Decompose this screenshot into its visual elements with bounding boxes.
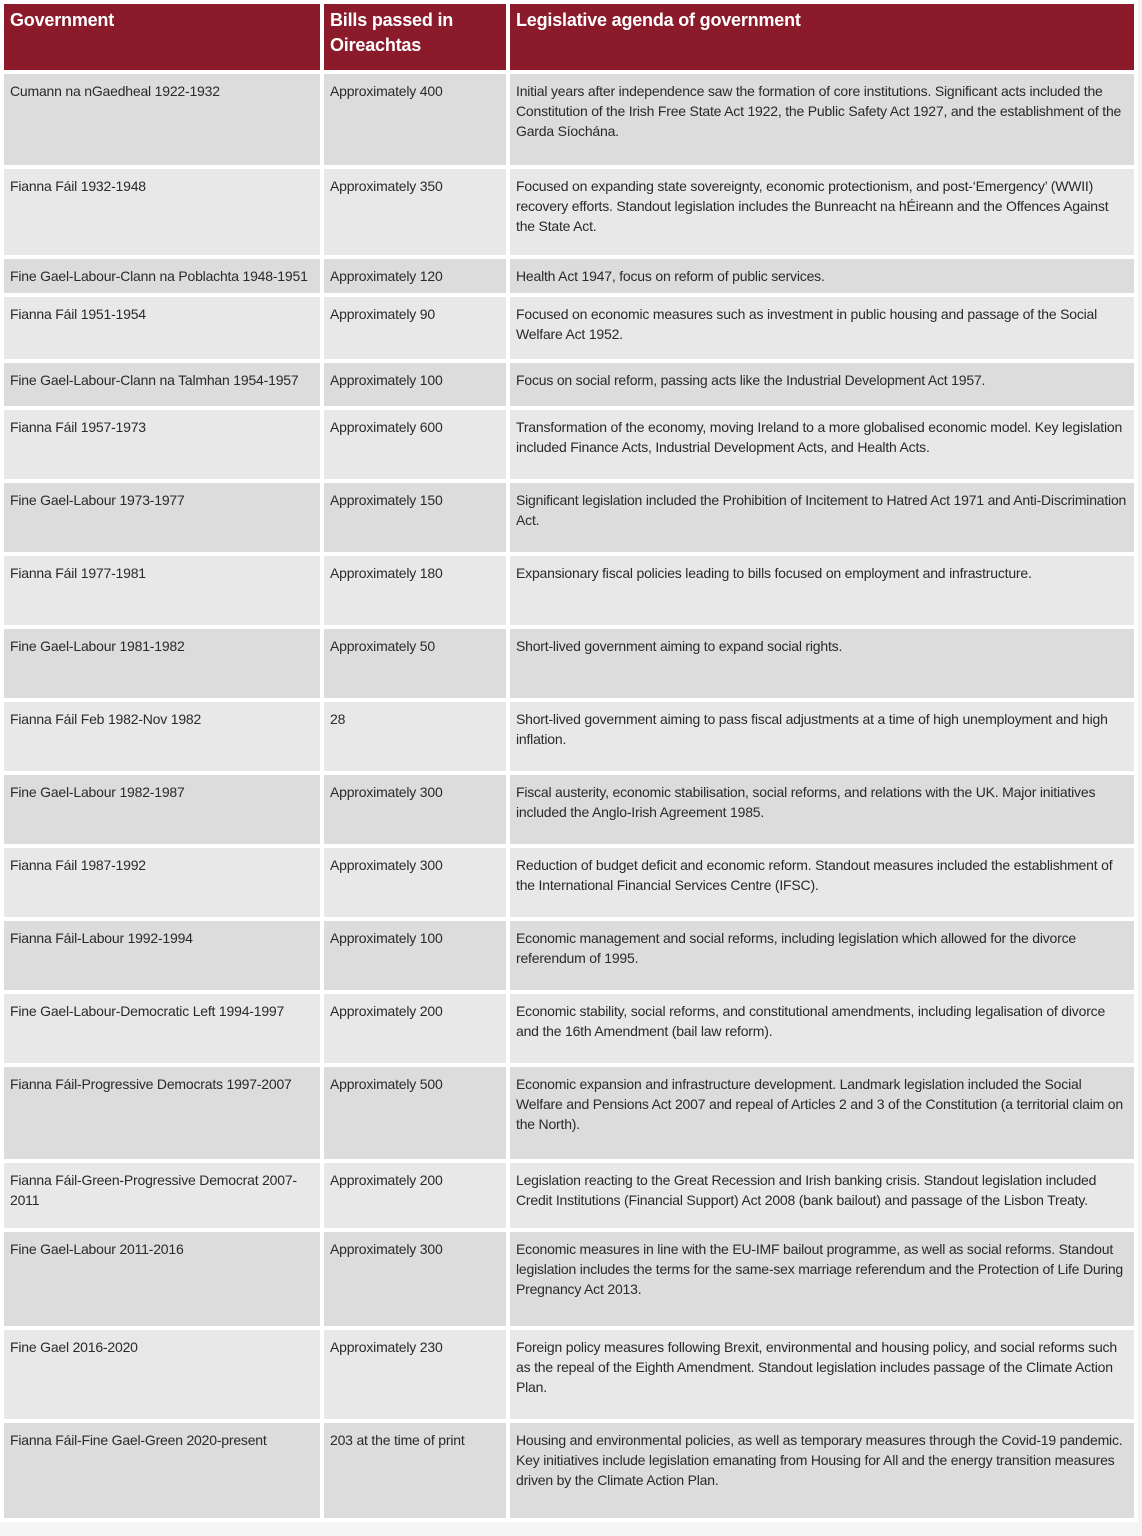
table-row [4, 702, 1134, 771]
cell-agenda: Transformation of the economy, moving Ireland to a more globalised economic model. Key legislation included Finance Acts, Industrial Development Acts, and Health Acts. [510, 410, 1134, 479]
cell-government: Fine Gael-Labour-Democratic Left 1994-1997 [4, 994, 320, 1063]
table-row [4, 410, 1134, 479]
cell-agenda: Legislation reacting to the Great Recession and Irish banking crisis. Standout legislation included Credit Institutions (Financial Support) Act 2008 (bank bailout) and passage of the Lisbon Treaty. [510, 1163, 1134, 1228]
cell-bills: Approximately 300 [324, 775, 506, 844]
cell-bills: Approximately 300 [324, 848, 506, 917]
cell-bills: Approximately 300 [324, 1232, 506, 1326]
table-row [4, 259, 1134, 293]
cell-government: Fianna Fáil-Fine Gael-Green 2020-present [4, 1423, 320, 1518]
cell-agenda: Expansionary fiscal policies leading to bills focused on employment and infrastructure. [510, 556, 1134, 625]
cell-agenda: Reduction of budget deficit and economic reform. Standout measures included the establishment of the International Financial Services Centre (IFSC). [510, 848, 1134, 917]
cell-government: Fianna Fáil-Progressive Democrats 1997-2007 [4, 1067, 320, 1159]
cell-agenda: Fiscal austerity, economic stabilisation, social reforms, and relations with the UK. Major initiatives included the Anglo-Irish Agreement 1985. [510, 775, 1134, 844]
table-row [4, 1423, 1134, 1518]
cell-government: Fianna Fáil 1977-1981 [4, 556, 320, 625]
cell-agenda: Focus on social reform, passing acts like the Industrial Development Act 1957. [510, 363, 1134, 406]
table-header [4, 4, 1134, 70]
table-row [4, 921, 1134, 990]
cell-bills: Approximately 150 [324, 483, 506, 552]
cell-agenda: Initial years after independence saw the formation of core institutions. Significant acts included the Constitution of the Irish Free State Act 1922, the Public Safety Act 1927, and the establishment of the Garda Síochána. [510, 74, 1134, 165]
table-row [4, 1163, 1134, 1228]
cell-government: Fianna Fáil 1957-1973 [4, 410, 320, 479]
cell-agenda: Focused on economic measures such as investment in public housing and passage of the Social Welfare Act 1952. [510, 297, 1134, 359]
cell-bills: Approximately 90 [324, 297, 506, 359]
table-body [4, 74, 1134, 1518]
table-row [4, 1232, 1134, 1326]
table-row [4, 363, 1134, 406]
cell-agenda: Economic management and social reforms, including legislation which allowed for the divorce referendum of 1995. [510, 921, 1134, 990]
cell-bills: Approximately 100 [324, 921, 506, 990]
cell-bills: Approximately 600 [324, 410, 506, 479]
cell-government: Fine Gael-Labour 1981-1982 [4, 629, 320, 698]
cell-government: Fianna Fáil 1932-1948 [4, 169, 320, 255]
cell-bills: 203 at the time of print [324, 1423, 506, 1518]
cell-government: Fianna Fáil Feb 1982-Nov 1982 [4, 702, 320, 771]
cell-bills: 28 [324, 702, 506, 771]
cell-bills: Approximately 120 [324, 259, 506, 293]
cell-bills: Approximately 50 [324, 629, 506, 698]
cell-government: Fine Gael-Labour 1973-1977 [4, 483, 320, 552]
cell-government: Fine Gael-Labour-Clann na Poblachta 1948-1951 [4, 259, 320, 293]
cell-bills: Approximately 200 [324, 1163, 506, 1228]
cell-agenda: Foreign policy measures following Brexit, environmental and housing policy, and social reforms such as the repeal of the Eighth Amendment. Standout legislation includes passage of the Climate Action Plan. [510, 1330, 1134, 1419]
cell-agenda: Short-lived government aiming to pass fiscal adjustments at a time of high unemployment and high inflation. [510, 702, 1134, 771]
table-row [4, 775, 1134, 844]
cell-agenda: Focused on expanding state sovereignty, economic protectionism, and post-‘Emergency’ (WWII) recovery efforts. Standout legislation includes the Bunreacht na hÉireann and the Offences Against the State Act. [510, 169, 1134, 255]
cell-bills: Approximately 230 [324, 1330, 506, 1419]
cell-bills: Approximately 100 [324, 363, 506, 406]
cell-government: Fine Gael-Labour-Clann na Talmhan 1954-1957 [4, 363, 320, 406]
cell-government: Fianna Fáil-Labour 1992-1994 [4, 921, 320, 990]
cell-bills: Approximately 400 [324, 74, 506, 165]
cell-government: Cumann na nGaedheal 1922-1932 [4, 74, 320, 165]
table-row [4, 74, 1134, 165]
table-row [4, 297, 1134, 359]
header-legislative-agenda: Legislative agenda of government [510, 4, 1134, 70]
cell-government: Fine Gael 2016-2020 [4, 1330, 320, 1419]
cell-bills: Approximately 200 [324, 994, 506, 1063]
cell-government: Fianna Fáil 1951-1954 [4, 297, 320, 359]
table-row [4, 169, 1134, 255]
table-row [4, 1067, 1134, 1159]
cell-agenda: Economic expansion and infrastructure development. Landmark legislation included the Social Welfare and Pensions Act 2007 and repeal of Articles 2 and 3 of the Constitution (a territorial claim on the North). [510, 1067, 1134, 1159]
table-row [4, 1330, 1134, 1419]
table-row [4, 556, 1134, 625]
cell-agenda: Economic measures in line with the EU-IMF bailout programme, as well as social reforms. Standout legislation includes the terms for the same-sex marriage referendum and the Protection of Life During Pregnancy Act 2013. [510, 1232, 1134, 1326]
cell-agenda: Short-lived government aiming to expand social rights. [510, 629, 1134, 698]
table-row [4, 848, 1134, 917]
cell-bills: Approximately 180 [324, 556, 506, 625]
cell-bills: Approximately 500 [324, 1067, 506, 1159]
cell-government: Fianna Fáil-Green-Progressive Democrat 2007-2011 [4, 1163, 320, 1228]
cell-agenda: Health Act 1947, focus on reform of public services. [510, 259, 1134, 293]
cell-government: Fine Gael-Labour 2011-2016 [4, 1232, 320, 1326]
cell-agenda: Housing and environmental policies, as well as temporary measures through the Covid-19 pandemic. Key initiatives include legislation emanating from Housing for All and the energy transition measures driven by the Climate Action Plan. [510, 1423, 1134, 1518]
header-government: Government [4, 4, 320, 70]
table-row [4, 994, 1134, 1063]
table-row [4, 629, 1134, 698]
cell-government: Fianna Fáil 1987-1992 [4, 848, 320, 917]
cell-government: Fine Gael-Labour 1982-1987 [4, 775, 320, 844]
header-row [4, 4, 1134, 70]
cell-bills: Approximately 350 [324, 169, 506, 255]
cell-agenda: Significant legislation included the Prohibition of Incitement to Hatred Act 1971 and Anti-Discrimination Act. [510, 483, 1134, 552]
header-bills-passed: Bills passed in Oireachtas [324, 4, 506, 70]
cell-agenda: Economic stability, social reforms, and constitutional amendments, including legalisation of divorce and the 16th Amendment (bail law reform). [510, 994, 1134, 1063]
table-row [4, 483, 1134, 552]
